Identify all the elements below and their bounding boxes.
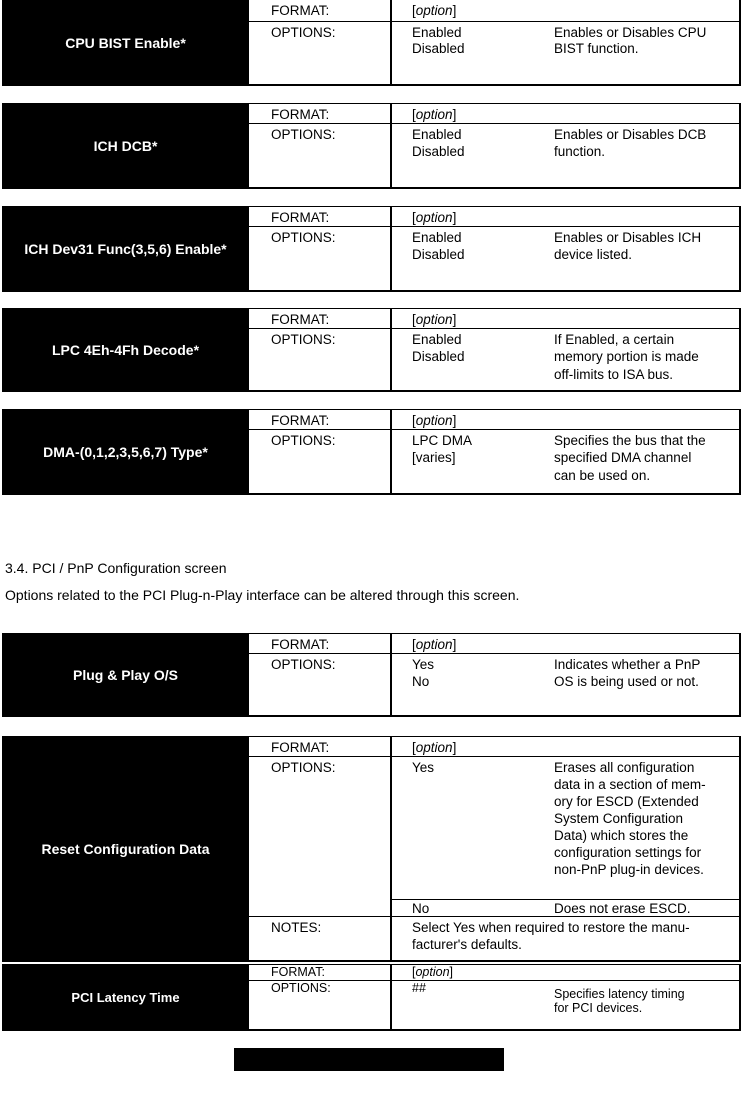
setting-block-ich-dev31 bbox=[2, 206, 741, 292]
options-key: OPTIONS: bbox=[271, 433, 336, 448]
option-description: can be used on. bbox=[554, 468, 651, 483]
options-key: OPTIONS: bbox=[271, 230, 336, 245]
format-key: FORMAT: bbox=[271, 413, 330, 428]
notes-key: NOTES: bbox=[271, 920, 322, 935]
setting-label: Plug & Play O/S bbox=[2, 633, 249, 717]
setting-details: FORMAT: [option] OPTIONS: Yes No Indicates whether a PnP OS is being used or not. bbox=[249, 633, 741, 717]
option-description: If Enabled, a certain bbox=[554, 332, 675, 347]
option-description: device listed. bbox=[554, 247, 633, 262]
option-description: data in a section of mem- bbox=[554, 777, 706, 792]
setting-label: LPC 4Eh-4Fh Decode* bbox=[2, 308, 249, 392]
setting-label: ICH Dev31 Func(3,5,6) Enable* bbox=[2, 206, 249, 292]
setting-label: DMA-(0,1,2,3,5,6,7) Type* bbox=[2, 409, 249, 495]
setting-details: FORMAT: [option] OPTIONS: ## Specifies latency timing for PCI devices. bbox=[249, 964, 741, 1031]
options-key: OPTIONS: bbox=[271, 657, 336, 672]
option-description: ory for ESCD (Extended bbox=[554, 794, 699, 809]
option-description: configuration settings for bbox=[554, 845, 702, 860]
setting-block-cpu-bist bbox=[2, 0, 741, 86]
format-key: FORMAT: bbox=[271, 107, 330, 122]
option-description: Specifies latency timing bbox=[554, 987, 685, 1001]
setting-details: FORMAT: [option] OPTIONS: Enabled Disabled Enables or Disables DCB function. bbox=[249, 103, 741, 189]
setting-details: FORMAT: [option] OPTIONS: Yes Erases all configuration data in a section of mem- ory for ESCD (Extended System Configuration Data) which stores the configuration settings for non-PnP plug-in devices. No Does not erase ESCD. NOTES: Select Yes when required to restore the manu- facturer's defaults. bbox=[249, 736, 741, 962]
format-key: FORMAT: bbox=[271, 740, 330, 755]
format-value: option bbox=[415, 3, 453, 18]
option-description: Erases all configuration bbox=[554, 760, 695, 775]
option-value: Disabled bbox=[412, 349, 465, 364]
option-value: Enabled bbox=[412, 332, 462, 347]
option-description: for PCI devices. bbox=[554, 1001, 643, 1015]
setting-block-dma-type bbox=[2, 409, 741, 495]
setting-details: FORMAT: [option] OPTIONS: Enabled Disabled Enables or Disables ICH device listed. bbox=[249, 206, 741, 292]
option-value: No bbox=[412, 674, 430, 689]
format-key: FORMAT: bbox=[271, 210, 330, 225]
option-description: OS is being used or not. bbox=[554, 674, 699, 689]
option-description: Indicates whether a PnP bbox=[554, 657, 701, 672]
option-description: specified DMA channel bbox=[554, 450, 692, 465]
option-value: Enabled bbox=[412, 127, 462, 142]
notes-text: Select Yes when required to restore the manu- bbox=[412, 920, 690, 935]
format-value: option bbox=[415, 413, 453, 428]
format-value: option bbox=[415, 740, 453, 755]
format-value: option bbox=[415, 965, 450, 979]
option-value: Disabled bbox=[412, 144, 465, 159]
option-description: Does not erase ESCD. bbox=[554, 901, 691, 916]
section-heading: 3.4. PCI / PnP Configuration screen bbox=[5, 560, 227, 576]
format-key: FORMAT: bbox=[271, 965, 325, 979]
setting-block-reset-config bbox=[2, 736, 741, 962]
options-key: OPTIONS: bbox=[271, 760, 336, 775]
format-value: option bbox=[415, 107, 453, 122]
setting-block-pci-latency bbox=[2, 964, 741, 1031]
option-description: memory portion is made bbox=[554, 349, 699, 364]
option-description: non-PnP plug-in devices. bbox=[554, 862, 704, 877]
options-key: OPTIONS: bbox=[271, 127, 336, 142]
option-description: off-limits to ISA bus. bbox=[554, 367, 674, 382]
option-value: Disabled bbox=[412, 247, 465, 262]
setting-details: FORMAT: [option] OPTIONS: LPC DMA [varies] Specifies the bus that the specified DMA channel can be used on. bbox=[249, 409, 741, 495]
options-key: OPTIONS: bbox=[271, 25, 336, 40]
option-description: Enables or Disables ICH bbox=[554, 230, 702, 245]
format-value: option bbox=[415, 637, 453, 652]
setting-block-ich-dcb bbox=[2, 103, 741, 189]
option-value: Yes bbox=[412, 657, 435, 672]
option-value: ## bbox=[412, 981, 426, 995]
option-description: function. bbox=[554, 144, 606, 159]
setting-block-plug-and-play bbox=[2, 633, 741, 717]
format-value: option bbox=[415, 312, 453, 327]
setting-label: Reset Configuration Data bbox=[2, 736, 249, 962]
option-value: Enabled bbox=[412, 230, 462, 245]
section-intro: Options related to the PCI Plug-n-Play interface can be altered through this screen. bbox=[5, 587, 520, 603]
setting-details: FORMAT: [option] OPTIONS: Enabled Disabled If Enabled, a certain memory portion is made off-limits to ISA bus. bbox=[249, 308, 741, 392]
option-description: Enables or Disables CPU bbox=[554, 25, 707, 40]
option-value: Yes bbox=[412, 760, 435, 775]
option-value: Enabled bbox=[412, 25, 462, 40]
format-key: FORMAT: bbox=[271, 312, 330, 327]
option-value: Disabled bbox=[412, 41, 465, 56]
setting-details: FORMAT: [option] OPTIONS: Enabled Disabled Enables or Disables CPU BIST function. bbox=[249, 0, 741, 86]
format-value: option bbox=[415, 210, 453, 225]
option-value: [varies] bbox=[412, 450, 456, 465]
notes-text: facturer's defaults. bbox=[412, 937, 522, 952]
format-key: FORMAT: bbox=[271, 637, 330, 652]
setting-label: CPU BIST Enable* bbox=[2, 0, 249, 86]
setting-label: ICH DCB* bbox=[2, 103, 249, 189]
option-value: LPC DMA bbox=[412, 433, 473, 448]
option-value: No bbox=[412, 901, 430, 916]
option-description: BIST function. bbox=[554, 41, 639, 56]
setting-label: PCI Latency Time bbox=[2, 964, 249, 1031]
option-description: Enables or Disables DCB bbox=[554, 127, 707, 142]
redacted-footer-bar bbox=[234, 1048, 504, 1071]
options-key: OPTIONS: bbox=[271, 981, 331, 995]
option-description: Data) which stores the bbox=[554, 828, 689, 843]
options-key: OPTIONS: bbox=[271, 332, 336, 347]
option-description: System Configuration bbox=[554, 811, 684, 826]
option-description: Specifies the bus that the bbox=[554, 433, 706, 448]
setting-block-lpc-decode bbox=[2, 308, 741, 392]
format-key: FORMAT: bbox=[271, 3, 330, 18]
